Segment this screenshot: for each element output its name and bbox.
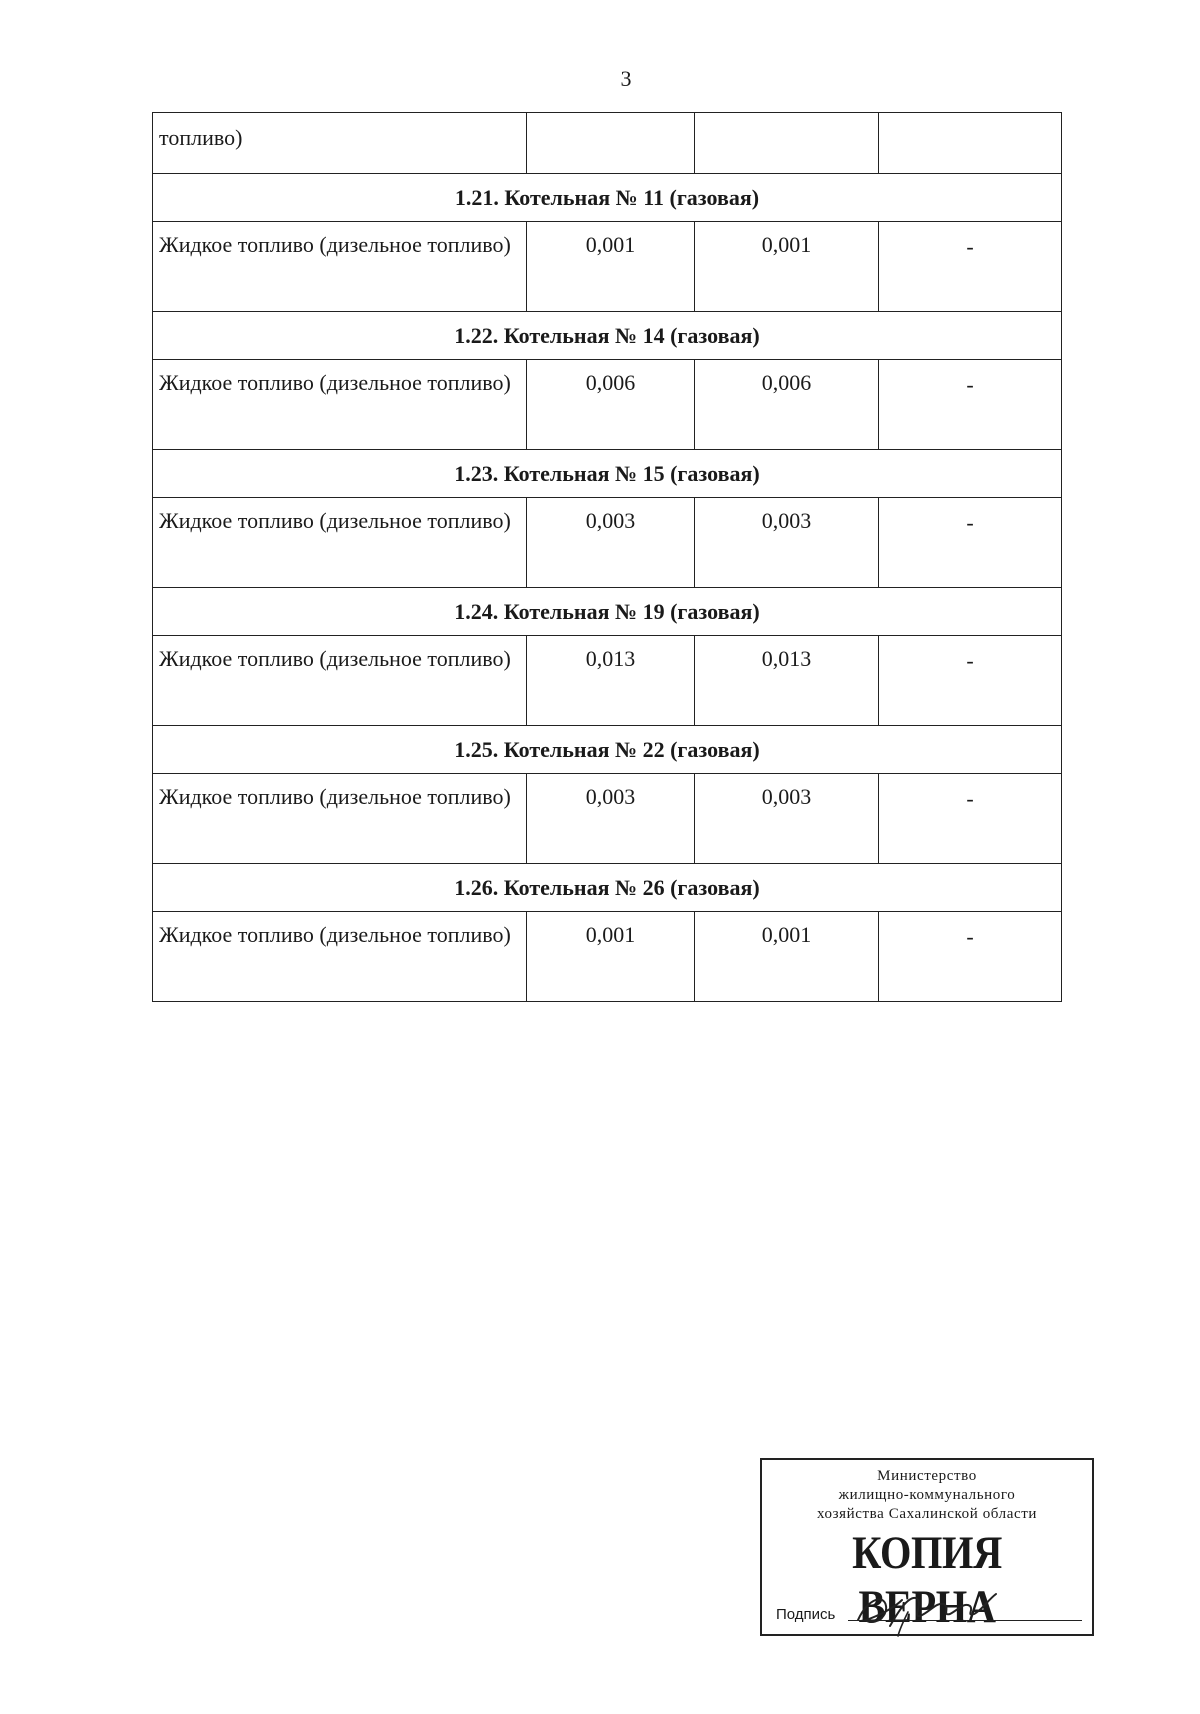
- value-cell: 0,001: [695, 222, 879, 312]
- value-cell: 0,003: [527, 498, 695, 588]
- fuel-name-cell: Жидкое топливо (дизельное топливо): [153, 222, 527, 312]
- empty-cell: [879, 113, 1062, 174]
- section-heading: 1.23. Котельная № 15 (газовая): [153, 450, 1062, 498]
- table-row: [153, 498, 1062, 588]
- section-heading-row: [153, 588, 1062, 636]
- section-heading-row: [153, 174, 1062, 222]
- value-cell: 0,006: [527, 360, 695, 450]
- section-heading: 1.26. Котельная № 26 (газовая): [153, 864, 1062, 912]
- value-cell: 0,006: [695, 360, 879, 450]
- section-heading: 1.25. Котельная № 22 (газовая): [153, 726, 1062, 774]
- stamp-ministry-line: Министерство: [877, 1468, 977, 1484]
- value-cell: 0,003: [695, 498, 879, 588]
- table-row: [153, 222, 1062, 312]
- stamp-ministry-line: жилищно-коммунального: [838, 1487, 1016, 1503]
- continuation-cell: топливо): [153, 113, 527, 174]
- value-cell: 0,001: [527, 912, 695, 1002]
- value-cell: 0,003: [695, 774, 879, 864]
- stamp-ministry-line: хозяйства Сахалинской области: [816, 1506, 1038, 1522]
- value-cell: -: [879, 636, 1062, 726]
- stamp-title: КОПИЯ ВЕРНА: [852, 1527, 1002, 1633]
- handwritten-signature: [850, 1576, 1000, 1638]
- section-heading: 1.24. Котельная № 19 (газовая): [153, 588, 1062, 636]
- table-row: [153, 912, 1062, 1002]
- table-row: [153, 774, 1062, 864]
- fuel-name-cell: Жидкое топливо (дизельное топливо): [153, 774, 527, 864]
- fuel-name-cell: Жидкое топливо (дизельное топливо): [153, 636, 527, 726]
- copy-certified-stamp: [760, 1458, 1094, 1636]
- fuel-table: [152, 112, 1062, 1002]
- fuel-name-cell: Жидкое топливо (дизельное топливо): [153, 360, 527, 450]
- fuel-name-cell: Жидкое топливо (дизельное топливо): [153, 912, 527, 1002]
- value-cell: 0,003: [527, 774, 695, 864]
- section-heading-row: [153, 312, 1062, 360]
- value-cell: 0,001: [527, 222, 695, 312]
- value-cell: 0,001: [695, 912, 879, 1002]
- section-heading: 1.21. Котельная № 11 (газовая): [153, 174, 1062, 222]
- empty-cell: [527, 113, 695, 174]
- empty-cell: [695, 113, 879, 174]
- value-cell: 0,013: [527, 636, 695, 726]
- fuel-name-cell: Жидкое топливо (дизельное топливо): [153, 498, 527, 588]
- page-number: 3: [620, 66, 632, 91]
- table-row: [153, 360, 1062, 450]
- value-cell: -: [879, 774, 1062, 864]
- value-cell: -: [879, 360, 1062, 450]
- value-cell: -: [879, 222, 1062, 312]
- table-row-continuation: [153, 113, 1062, 174]
- value-cell: 0,013: [695, 636, 879, 726]
- signature-label: Подпись: [776, 1606, 836, 1623]
- value-cell: -: [879, 498, 1062, 588]
- section-heading-row: [153, 726, 1062, 774]
- section-heading-row: [153, 450, 1062, 498]
- section-heading: 1.22. Котельная № 14 (газовая): [153, 312, 1062, 360]
- table-row: [153, 636, 1062, 726]
- section-heading-row: [153, 864, 1062, 912]
- value-cell: -: [879, 912, 1062, 1002]
